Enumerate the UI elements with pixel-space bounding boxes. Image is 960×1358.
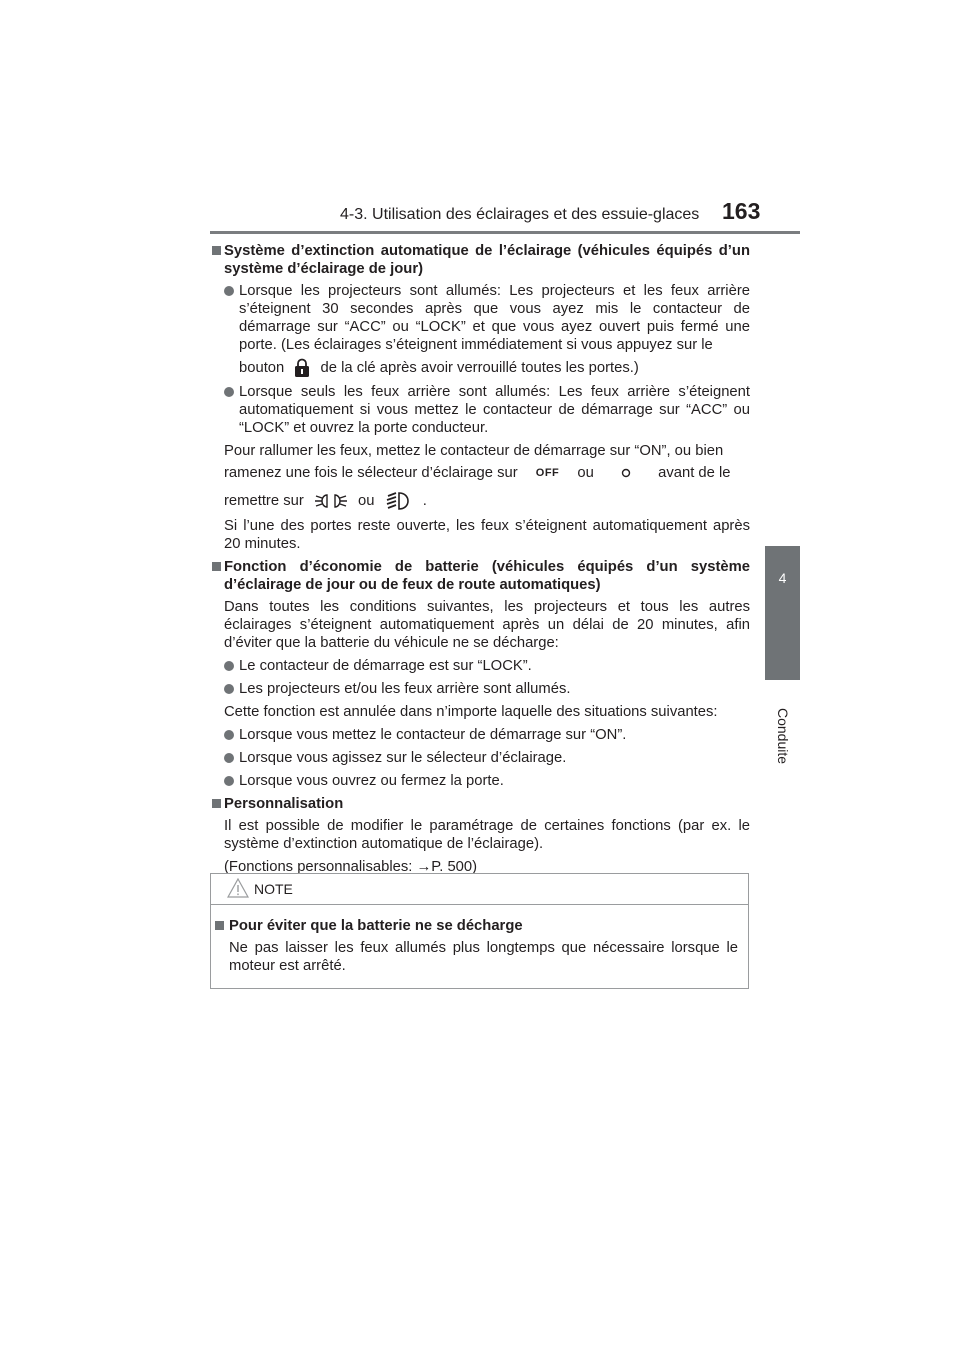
door-open-paragraph: Si l’une des portes reste ouverte, les feux s’éteignent automatiquement après 20 minutes.: [224, 518, 750, 553]
relight-line3: [224, 490, 750, 512]
chapter-tab: [765, 546, 800, 680]
customization-heading: Personnalisation: [209, 795, 750, 813]
bullet1-icon-line: [239, 358, 750, 378]
bullet1-pre-icon: bouton: [239, 359, 285, 376]
parking-lights-icon: [314, 491, 348, 511]
relight-line2-post: avant de le: [658, 465, 731, 481]
battery-condition-1: Le contacteur de démarrage est sur “LOCK”.: [209, 657, 750, 675]
relight-line2: [224, 464, 750, 482]
headlight-icon: [385, 490, 413, 512]
relight-paragraph: [209, 442, 750, 512]
customization-text: Il est possible de modifier le paramétrage de certaines fonctions (par ex. le système d’extinction automatique de l’éclairage).: [224, 818, 750, 853]
battery-cancel-1: Lorsque vous mettez le contacteur de démarrage sur “ON”.: [209, 726, 750, 744]
note-label: NOTE: [254, 881, 293, 897]
note-text: Ne pas laisser les feux allumés plus longtemps que nécessaire lorsque le moteur est arrêté.: [229, 940, 738, 974]
auto-off-heading: Système d’extinction automatique de l’éclairage (véhicules équipés d’un système d’éclairage de jour): [209, 242, 750, 278]
auto-off-bullet-headlights: [209, 282, 750, 378]
note-box: [210, 873, 749, 989]
customization-ref: (Fonctions personnalisables: →P. 500): [224, 859, 478, 876]
warning-triangle-icon: [227, 878, 249, 898]
battery-cancel-2: Lorsque vous agissez sur le sélecteur d’éclairage.: [209, 749, 750, 767]
note-body: [211, 905, 748, 975]
main-content: [209, 242, 750, 881]
relight-or2: ou: [358, 493, 375, 509]
chapter-label-container: [764, 686, 802, 786]
battery-cancel-3: Lorsque vous ouvrez ou fermez la porte.: [209, 772, 750, 790]
auto-position-icon: [620, 467, 632, 479]
note-header: [211, 874, 748, 905]
bullet1-post-icon: de la clé après avoir verrouillé toutes les portes.): [320, 359, 639, 376]
note-heading: Pour éviter que la batterie ne se décharge: [211, 917, 738, 935]
relight-line3-post: .: [422, 493, 427, 509]
chapter-number: 4: [778, 570, 787, 586]
header-rule: [210, 231, 800, 234]
relight-line1: Pour rallumer les feux, mettez le contacteur de démarrage sur “ON”, ou bien: [224, 443, 724, 459]
chapter-label: Conduite: [775, 707, 791, 765]
battery-cancel-intro: Cette fonction est annulée dans n’importe laquelle des situations suivantes:: [224, 704, 718, 721]
page-number: 163: [722, 198, 761, 224]
battery-condition-2: Les projecteurs et/ou les feux arrière sont allumés.: [209, 680, 750, 698]
battery-saver-intro: Dans toutes les conditions suivantes, les projecteurs et tous les autres éclairages s’éteignent automatiquement après un délai de 20 minutes, afin d’éviter que la batterie du véhicule ne se décharge:: [224, 599, 750, 652]
auto-off-bullet-taillights: Lorsque seuls les feux arrière sont allumés: Les feux arrière s’éteignent automatiquement si vous mettez le contacteur de démarrage sur “ACC” ou “LOCK” et ouvrez la porte conducteur.: [209, 383, 750, 437]
relight-line2-pre: ramenez une fois le sélecteur d’éclairage sur: [224, 465, 518, 481]
relight-line3-pre: remettre sur: [224, 493, 304, 509]
bullet1-text: Lorsque les projecteurs sont allumés: Les projecteurs et les feux arrière s’éteignent 30 secondes après que vous ayez mis le contacteur de démarrage sur “ACC” ou “LOCK” et que vous ayez ouvert puis fermé une porte. (Les éclairages s’éteignent immédiatement si vous appuyez sur le: [239, 283, 750, 353]
battery-saver-heading: Fonction d’économie de batterie (véhicules équipés d’un système d’éclairage de jour ou de feux de route automatiques): [209, 558, 750, 594]
relight-or: ou: [577, 465, 594, 481]
section-title: 4-3. Utilisation des éclairages et des essuie-glaces: [340, 206, 700, 223]
lock-icon: [294, 358, 310, 378]
off-position-icon: OFF: [535, 467, 560, 480]
